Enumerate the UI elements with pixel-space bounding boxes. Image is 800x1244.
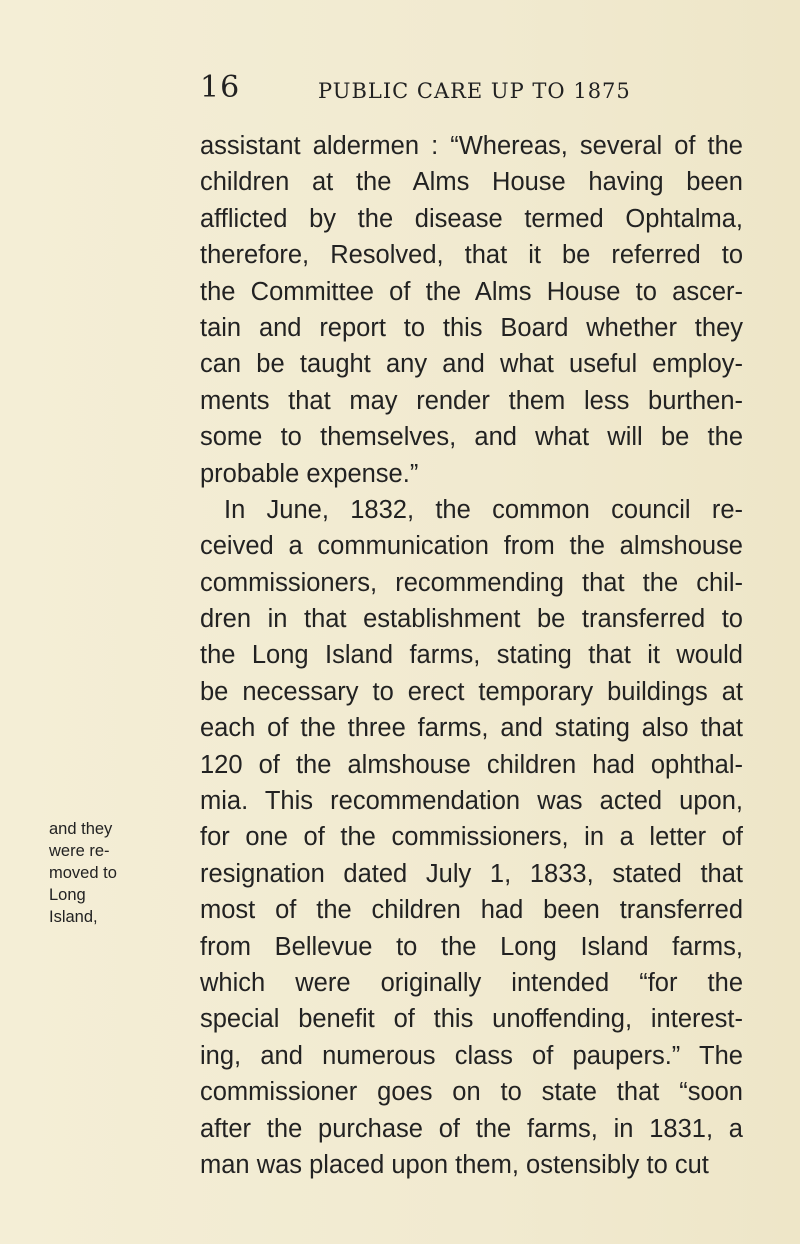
text-line: each of the three farms, and stating also that [200, 714, 743, 743]
running-head: PUBLIC CARE UP TO 1875 [318, 79, 631, 103]
text-line: most of the children had been transferred [200, 896, 743, 925]
text-line: therefore, Resolved, that it be referred to [200, 241, 743, 270]
margin-note-line: Long [49, 886, 86, 904]
text-line: mia. This recommendation was acted upon, [200, 787, 743, 816]
text-line: afflicted by the disease termed Ophtalma, [200, 204, 743, 233]
margin-note-line: were re- [49, 842, 110, 860]
margin-note-line: moved to [49, 864, 117, 882]
text-line: assistant aldermen : “Whereas, several of the [200, 132, 743, 160]
text-line: resignation dated July 1, 1833, stated that [200, 859, 743, 888]
text-line: some to themselves, and what will be the [200, 423, 743, 452]
text-line: the Long Island farms, stating that it would [200, 641, 743, 670]
text-line: can be taught any and what useful employ- [200, 350, 743, 379]
text-line: the Committee of the Alms House to ascer- [200, 277, 743, 306]
margin-note-line: and they [49, 820, 113, 838]
text-line: ing, and numerous class of paupers.” The [200, 1041, 743, 1070]
text-line: special benefit of this unoffending, interest- [200, 1005, 743, 1034]
text-line: which were originally intended “for the [200, 968, 743, 997]
margin-note [49, 818, 159, 928]
margin-note-line: Island, [49, 908, 98, 926]
text-line: man was placed upon them, ostensibly to cut [200, 1150, 709, 1179]
text-line: ceived a communication from the almshouse [200, 532, 743, 561]
text-line: from Bellevue to the Long Island farms, [200, 932, 743, 961]
text-line: be necessary to erect temporary buildings at [200, 677, 743, 706]
text-line: probable expense.” [200, 459, 419, 488]
page-header [0, 70, 800, 110]
text-line: children at the Alms House having been [200, 168, 743, 197]
text-line: In June, 1832, the common council re- [224, 495, 743, 524]
text-line: dren in that establishment be transferred to [200, 605, 743, 634]
text-line: for one of the commissioners, in a letter of [200, 823, 743, 852]
text-line: 120 of the almshouse children had ophthal- [200, 750, 743, 779]
text-line: after the purchase of the farms, in 1831, a [200, 1114, 743, 1143]
body-text [200, 128, 743, 1183]
text-line: commissioner goes on to state that “soon [200, 1078, 743, 1107]
text-line: tain and report to this Board whether they [200, 313, 743, 342]
text-line: ments that may render them less burthen- [200, 386, 743, 415]
page-number: 16 [200, 70, 241, 105]
text-line: commissioners, recommending that the chil- [200, 568, 743, 597]
